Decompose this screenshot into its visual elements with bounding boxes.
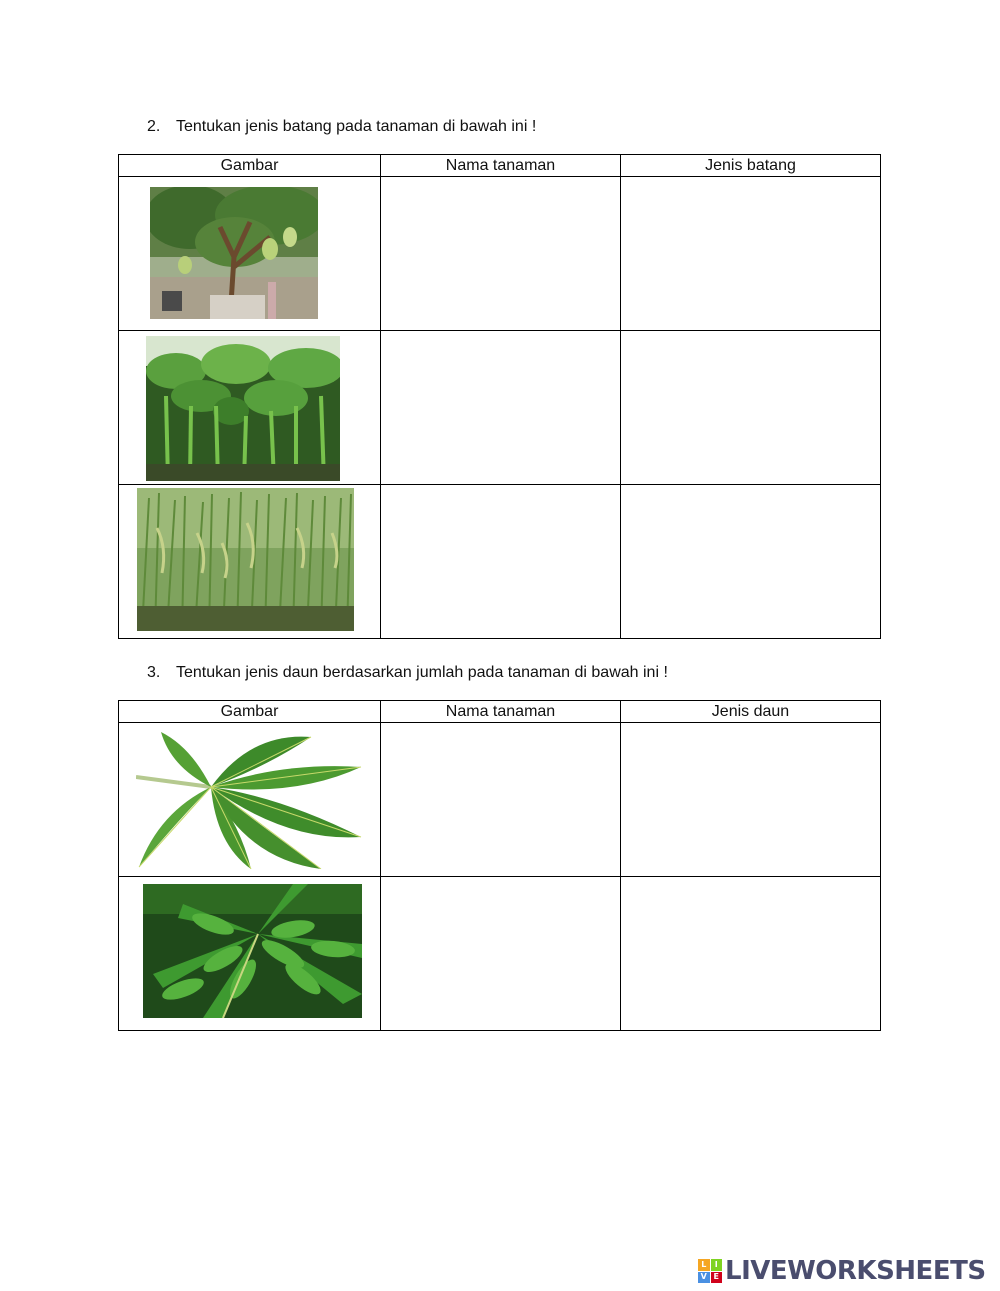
table-row [119,485,881,639]
table-row [119,723,881,877]
header-nama-tanaman: Nama tanaman [381,155,621,177]
stem-type-table [118,154,881,639]
question-number: 2. [147,118,161,135]
table-header-row [119,701,881,723]
header-gambar: Gambar [119,701,381,723]
logo-text: LIVEWORKSHEETS [725,1256,986,1286]
spinach-plants-photo [146,336,340,481]
image-cell [119,331,381,485]
image-cell [119,485,381,639]
question-2 [147,118,536,136]
plant-name-answer[interactable] [381,723,621,877]
question-text: Tentukan jenis batang pada tanaman di bawah ini ! [176,118,537,135]
stem-type-answer[interactable] [621,177,881,331]
question-text: Tentukan jenis daun berdasarkan jumlah pada tanaman di bawah ini ! [176,664,668,681]
stem-type-answer[interactable] [621,485,881,639]
plant-name-answer[interactable] [381,485,621,639]
mango-leaves-photo [136,732,363,869]
table-row [119,177,881,331]
plant-name-answer[interactable] [381,877,621,1031]
liveworksheets-logo[interactable] [698,1258,986,1284]
header-nama-tanaman: Nama tanaman [381,701,621,723]
header-jenis-batang: Jenis batang [621,155,881,177]
logo-mark-icon [698,1259,722,1283]
question-3 [147,664,668,682]
leaf-type-answer[interactable] [621,723,881,877]
image-cell [119,877,381,1031]
logo-letter: I [711,1259,723,1271]
logo-letter: L [698,1259,710,1271]
plant-name-answer[interactable] [381,177,621,331]
logo-letter: V [698,1272,710,1284]
image-cell [119,177,381,331]
compound-leaves-photo [143,884,362,1018]
table-header-row [119,155,881,177]
plant-name-answer[interactable] [381,331,621,485]
stem-type-answer[interactable] [621,331,881,485]
header-gambar: Gambar [119,155,381,177]
leaf-type-answer[interactable] [621,877,881,1031]
table-row [119,331,881,485]
logo-letter: E [711,1272,723,1284]
rice-field-photo [137,488,354,631]
question-number: 3. [147,664,161,681]
image-cell [119,723,381,877]
mango-tree-photo [150,187,318,319]
table-row [119,877,881,1031]
header-jenis-daun: Jenis daun [621,701,881,723]
leaf-type-table [118,700,881,1031]
